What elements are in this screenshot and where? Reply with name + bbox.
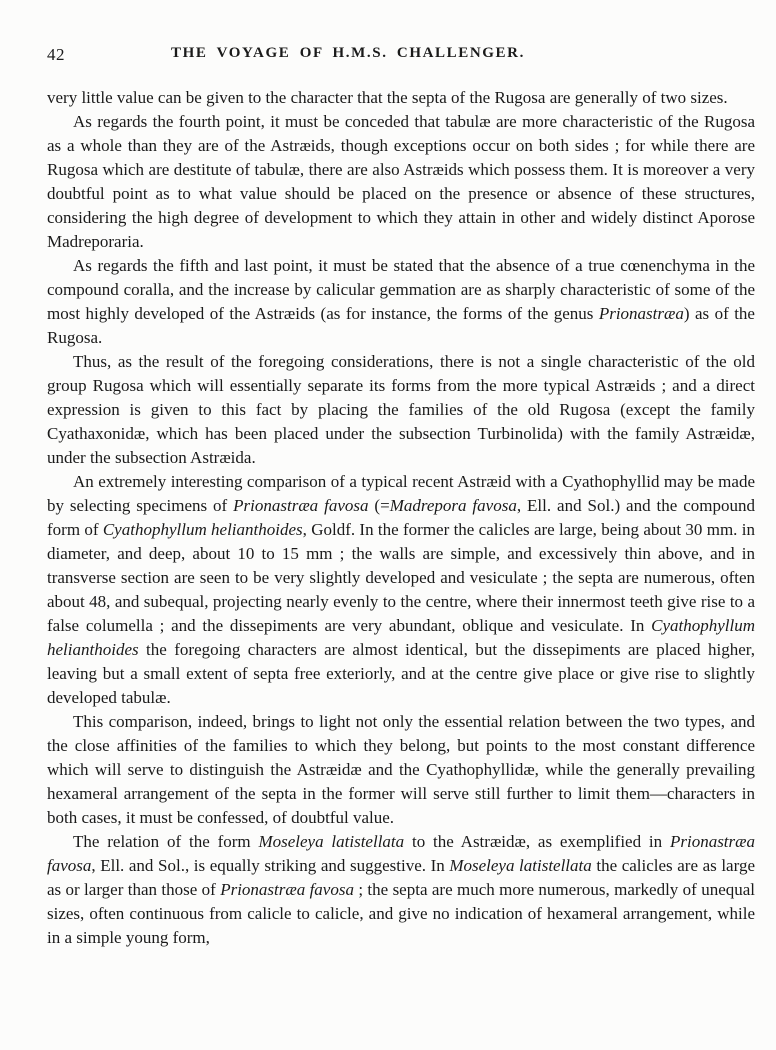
paragraph: An extremely interesting comparison of a typical recent Astræid with a Cyathophyllid may be made by selecting specimens of Prionastræa favosa (=Madrepora favosa, Ell. and Sol.) and the compound form of Cyathophyllum helianthoides, Goldf. In the former the calicles are large, being about 30 mm. in diameter, and deep, about 10 to 15 mm ; the walls are simple, and excessively thin above, and in transverse section are seen to be very slightly developed and vesiculate ; the septa are numerous, often about 48, and subequal, projecting nearly evenly to the centre, where their innermost teeth give rise to a false columella ; and the dissepiments are very abundant, oblique and vesiculate. In Cyathophyllum helianthoides the foregoing characters are almost identical, but the dissepiments are placed higher, leaving but a small extent of septa free exteriorly, and at the centre give place or give rise to slightly developed tabulæ. [47,472,755,707]
paragraph: This comparison, indeed, brings to light not only the essential relation between the two types, and the close affinities of the families to which they belong, but points to the most constant difference which will serve to distinguish the Astræidæ and the Cyathophyllidæ, while the generally prevailing hexameral arrangement of the septa in the former will serve still further to limit them—characters in both cases, it must be confessed, of doubtful value. [47,712,755,827]
paragraph: Thus, as the result of the foregoing considerations, there is not a single characteristic of the old group Rugosa which will essentially separate its forms from the more typical Astræids ; and a direct expression is given to this fact by placing the families of the old Rugosa (except the family Cyathaxonidæ, which has been placed under the subsection Turbinolida) with the family Astræidæ, under the subsection Astræida. [47,352,755,467]
running-title: THE VOYAGE OF H.M.S. CHALLENGER. [171,45,525,61]
paragraph: The relation of the form Moseleya latistellata to the Astræidæ, as exemplified in Prionastræa favosa, Ell. and Sol., is equally striking and suggestive. In Moseleya latistellata the calicles are as large as or larger than those of Prionastræa favosa ; the septa are much more numerous, markedly of unequal sizes, often continuous from calicle to calicle, and give no indication of hexameral arrangement, while in a simple young form, [47,832,756,947]
page-number: 42 [47,45,65,64]
paragraph: As regards the fifth and last point, it must be stated that the absence of a true cœnenchyma in the compound coralla, and the increase by calicular gemmation are as sharply characteristic of some of the most highly developed of the Astræids (as for instance, the forms of the genus Prionastræa) as of the Rugosa. [47,256,755,347]
paragraph: As regards the fourth point, it must be conceded that tabulæ are more characteristic of the Rugosa as a whole than they are of the Astræids, though exceptions occur on both sides ; for while there are Rugosa which are destitute of tabulæ, there are also Astræids which possess them. It is moreover a very doubtful point as to what value should be placed on the presence or absence of these structures, considering the high degree of development to which they attain in other and widely distinct Aporose Madreporaria. [47,112,755,251]
paragraph: very little value can be given to the character that the septa of the Rugosa are generally of two sizes. [47,88,728,107]
page-body [47,86,755,950]
